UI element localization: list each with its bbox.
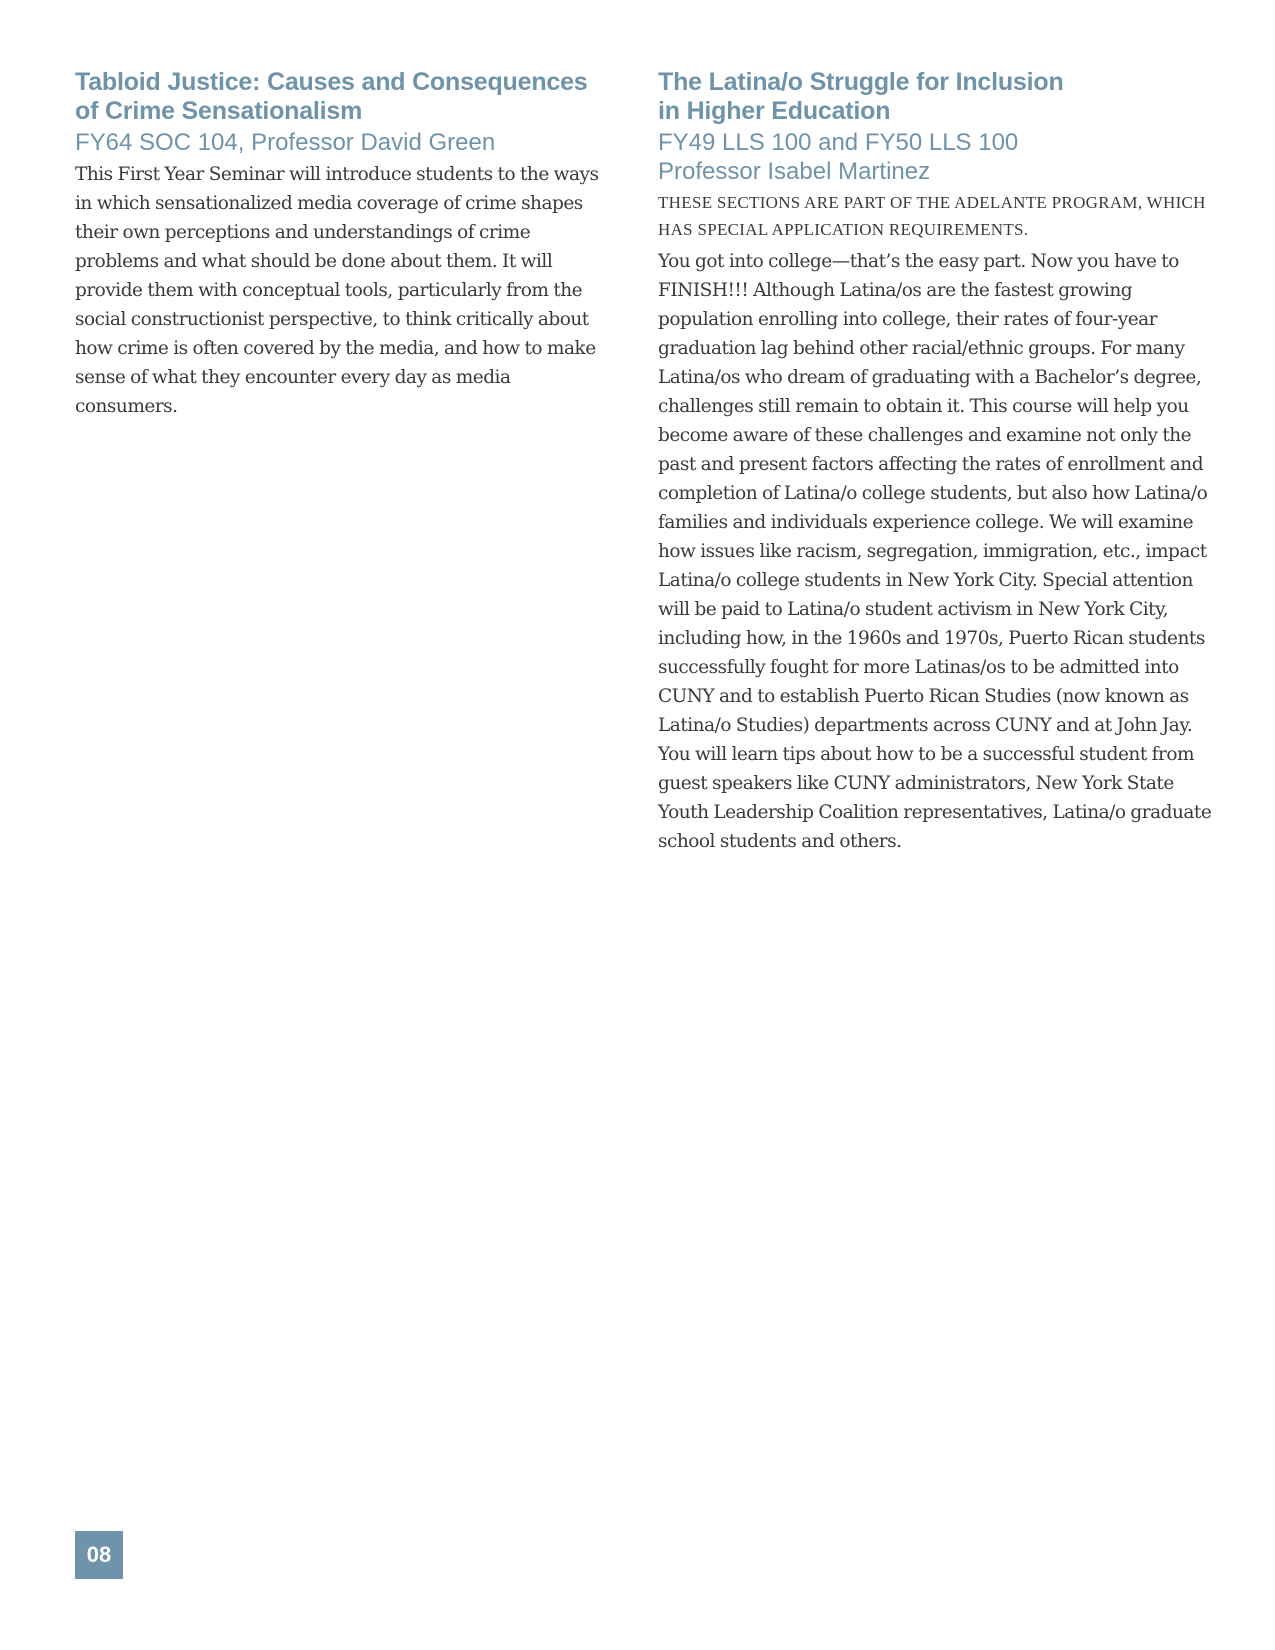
course-meta-line: Professor Isabel Martinez (658, 158, 931, 185)
course-note: THESE SECTIONS ARE PART OF THE ADELANTE PROGRAM, WHICH HAS SPECIAL APPLICATION REQUIREMENTS. (658, 193, 1206, 239)
course-meta-line: FY64 SOC 104, Professor David Green (75, 129, 496, 156)
course-column-right (658, 68, 1218, 856)
course-title (75, 68, 605, 126)
course-meta (75, 128, 605, 157)
course-description: You got into college—that’s the easy part. Now you have to FINISH!!! Although Latina/os are the fastest growing population enrolling into college, their rates of four-year graduation lag behind other racial/ethnic groups. For many Latina/os who dream of graduating with a Bachelor’s degree, challenges still remain to obtain it. This course will help you become aware of these challenges and examine not only the past and present factors affecting the rates of enrollment and completion of Latina/o college students, but also how Latina/o families and individuals experience college. We will examine how issues like racism, segregation, immigration, etc., impact Latina/o college students in New York City. Special attention will be paid to Latina/o student activism in New York City, including how, in the 1960s and 1970s, Puerto Rican students successfully fought for more Latinas/os to be admitted into CUNY and to establish Puerto Rican Studies (now known as Latina/o Studies) departments across CUNY and at John Jay. You will learn tips about how to be a successful student from guest speakers like CUNY administrators, New York State Youth Leadership Coalition representatives, Latina/o graduate school students and others. (658, 251, 1212, 852)
course-title-line: of Crime Sensationalism (75, 97, 363, 125)
page-number: 08 (75, 1531, 123, 1579)
course-title-line: The Latina/o Struggle for Inclusion (658, 68, 1064, 96)
course-meta-line: FY49 LLS 100 and FY50 LLS 100 (658, 129, 1019, 156)
course-title-line: in Higher Education (658, 97, 891, 125)
course-title (658, 68, 1218, 126)
course-column-left (75, 68, 605, 421)
course-meta (658, 128, 1218, 186)
course-title-line: Tabloid Justice: Causes and Consequences (75, 68, 588, 96)
course-description: This First Year Seminar will introduce students to the ways in which sensationalized media coverage of crime shapes their own perceptions and understandings of crime problems and what should be done about them. It will provide them with conceptual tools, particularly from the social constructionist perspective, to think critically about how crime is often covered by the media, and how to make sense of what they encounter every day as media consumers. (75, 164, 599, 417)
